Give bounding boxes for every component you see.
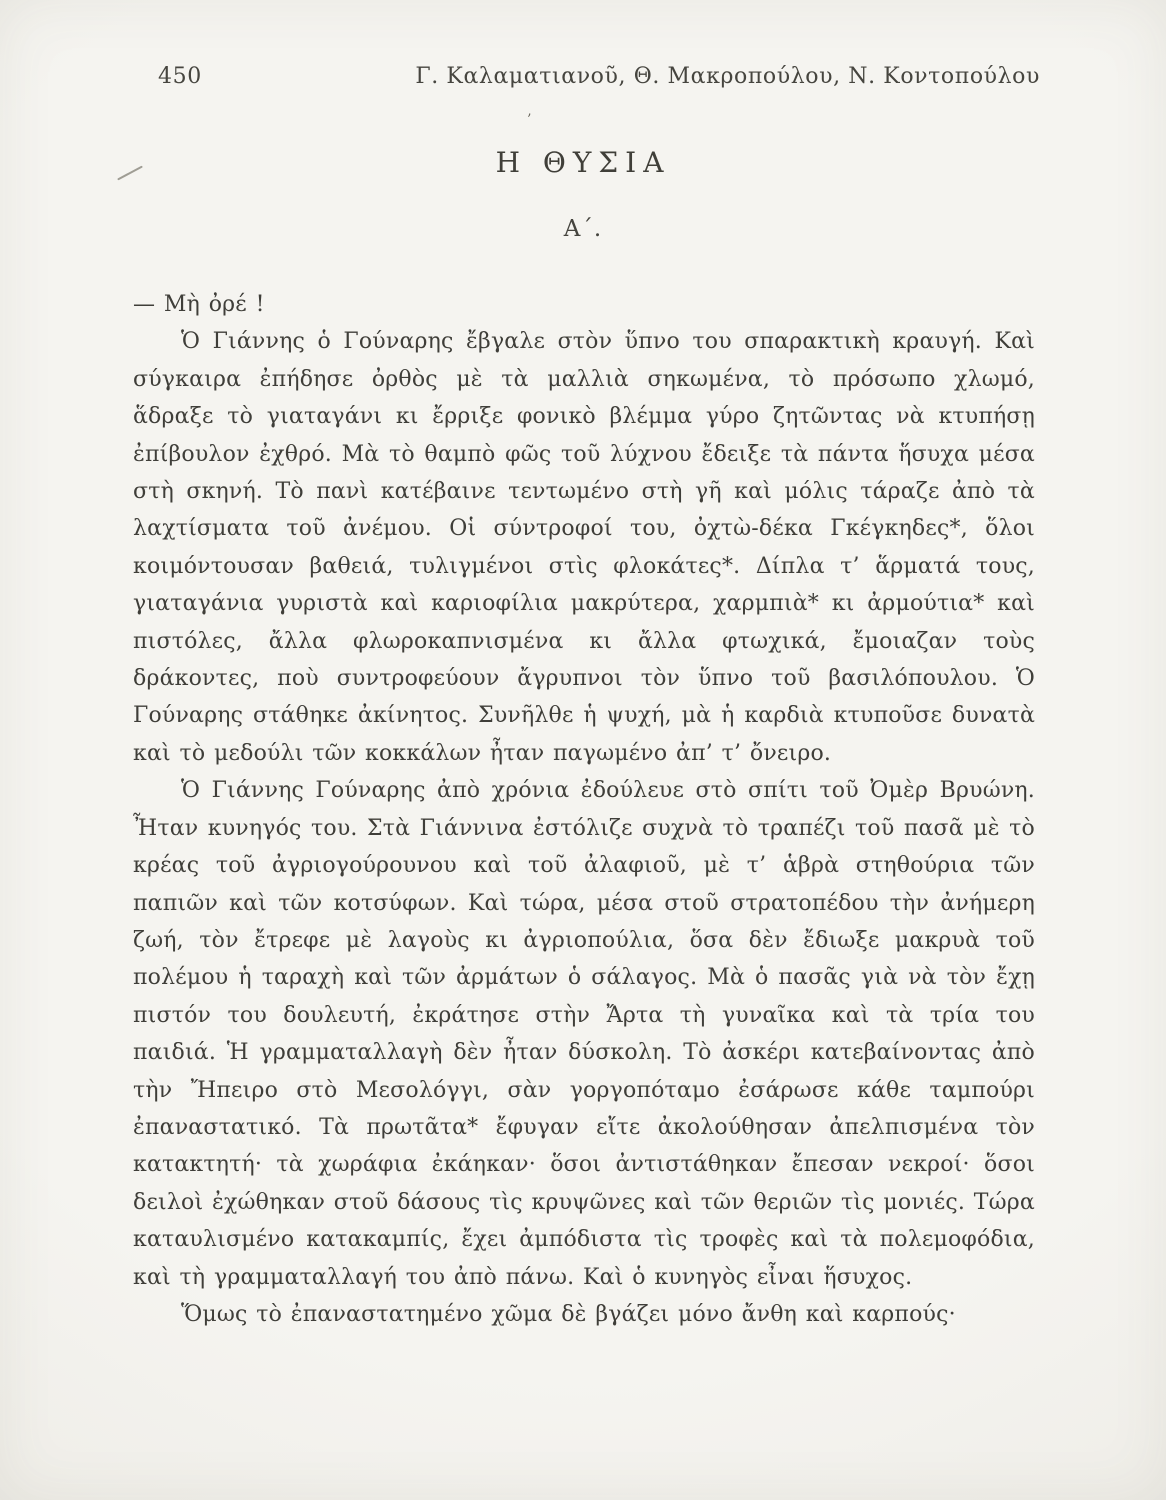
paragraph: Ὅμως τὸ ἐπαναστατημένο χῶμα δὲ βγάζει μόνο ἄνθη καὶ καρπούς·	[181, 1301, 956, 1327]
page-header	[158, 64, 1040, 89]
paragraph-dialogue: — Μὴ ὀρέ !	[133, 292, 265, 317]
scan-speck: ’	[527, 112, 532, 128]
paragraph: Ὁ Γιάννης Γούναρης ἀπὸ χρόνια ἐδούλευε στὸ σπίτι τοῦ Ὀμὲρ Βρυώνη. Ἦταν κυνηγός του. Στὰ Γιάννινα ἐστόλιζε συχνὰ τὸ τραπέζι τοῦ πασᾶ μὲ τὸ κρέας τοῦ ἀγριογούρουνου καὶ τοῦ ἀλαφιοῦ, μὲ τ’ ἁβρὰ στηθούρια τῶν παπιῶν καὶ τῶν κοτσύφων. Καὶ τώρα, μέσα στοῦ στρατοπέδου τὴν ἀνήμερη ζωή, τὸν ἔτρεφε μὲ λαγοὺς κι ἀγριοπούλια, ὅσα δὲν ἔδιωξε μακρυὰ τοῦ πολέμου ἡ ταραχὴ καὶ τῶν ἀρμάτων ὁ σάλαγος. Μὰ ὁ πασᾶς γιὰ νὰ τὸν ἔχῃ πιστόν του δουλευτή, ἐκράτησε στὴν Ἄρτα τὴ γυναῖκα καὶ τὰ τρία του παιδιά. Ἡ γραμματαλλαγὴ δὲν ἦταν δύσκολη. Τὸ ἀσκέρι κατεβαίνοντας ἀπὸ τὴν Ἤπειρο στὸ Μεσολόγγι, σὰν γοργοπόταμο ἐσάρωσε κάθε ταμπούρι ἐπαναστατικό. Τὰ πρωτᾶτα* ἔφυγαν εἴτε ἀκολούθησαν ἀπελπισμένα τὸν κατακτητή· τὰ χωράφια ἐκάηκαν· ὅσοι ἀντιστάθηκαν ἔπεσαν νεκροί· ὅσοι δειλοὶ ἐχώθηκαν στοῦ δάσους τὶς κρυψῶνες καὶ τῶν θεριῶν τὶς μονιές. Τώρα καταυλισμένο κατακαμπίς, ἔχει ἀμπόδιστα τὶς τροφὲς καὶ τὰ πολεμοφόδια, καὶ τὴ γραμματαλλαγή του ἀπὸ πάνω. Καὶ ὁ κυνηγὸς εἶναι ἥσυχος.	[133, 778, 1035, 1290]
running-header: Γ. Καλαματιανοῦ, Θ. Μακροπούλου, Ν. Κοντοπούλου	[415, 64, 1040, 89]
section-heading: Α΄.	[563, 216, 603, 242]
body-text	[133, 286, 1035, 1333]
page-number: 450	[158, 64, 202, 89]
paragraph: Ὁ Γιάννης ὁ Γούναρης ἔβγαλε στὸν ὕπνο του σπαρακτικὴ κραυγή. Καὶ σύγκαιρα ἐπήδησε ὀρθὸς μὲ τὰ μαλλιὰ σηκωμένα, τὸ πρόσωπο χλωμό, ἅδραξε τὸ γιαταγάνι κι ἔρριξε φονικὸ βλέμμα γύρο ζητῶντας νὰ κτυπήσῃ ἐπίβουλον ἐχθρό. Μὰ τὸ θαμπὸ φῶς τοῦ λύχνου ἔδειξε τὰ πάντα ἥσυχα μέσα στὴ σκηνή. Τὸ πανὶ κατέβαινε τεντωμένο στὴ γῆ καὶ μόλις τάραζε ἀπὸ τὰ λαχτίσματα τοῦ ἀνέμου. Οἱ σύντροφοί του, ὀχτὼ-δέκα Γκέγκηδες*, ὅλοι κοιμόντουσαν βαθειά, τυλιγμένοι στὶς φλοκάτες*. Δίπλα τ’ ἅρματά τους, γιαταγάνια γυριστὰ καὶ καριοφίλια μακρύτερα, χαρμπιὰ* κι ἀρμούτια* καὶ πιστόλες, ἄλλα φλωροκαπνισμένα κι ἄλλα φτωχικά, ἔμοιαζαν τοὺς δράκοντες, ποὺ συντροφεύουν ἄγρυπνοι τὸν ὕπνο τοῦ βασιλόπουλου. Ὁ Γούναρης στάθηκε ἀκίνητος. Συνῆλθε ἡ ψυχή, μὰ ἡ καρδιὰ κτυποῦσε δυνατὰ καὶ τὸ μεδούλι τῶν κοκκάλων ἦταν παγωμένο ἀπ’ τ’ ὄνειρο.	[133, 329, 1035, 766]
chapter-title: Η ΘΥΣΙΑ	[495, 146, 671, 179]
